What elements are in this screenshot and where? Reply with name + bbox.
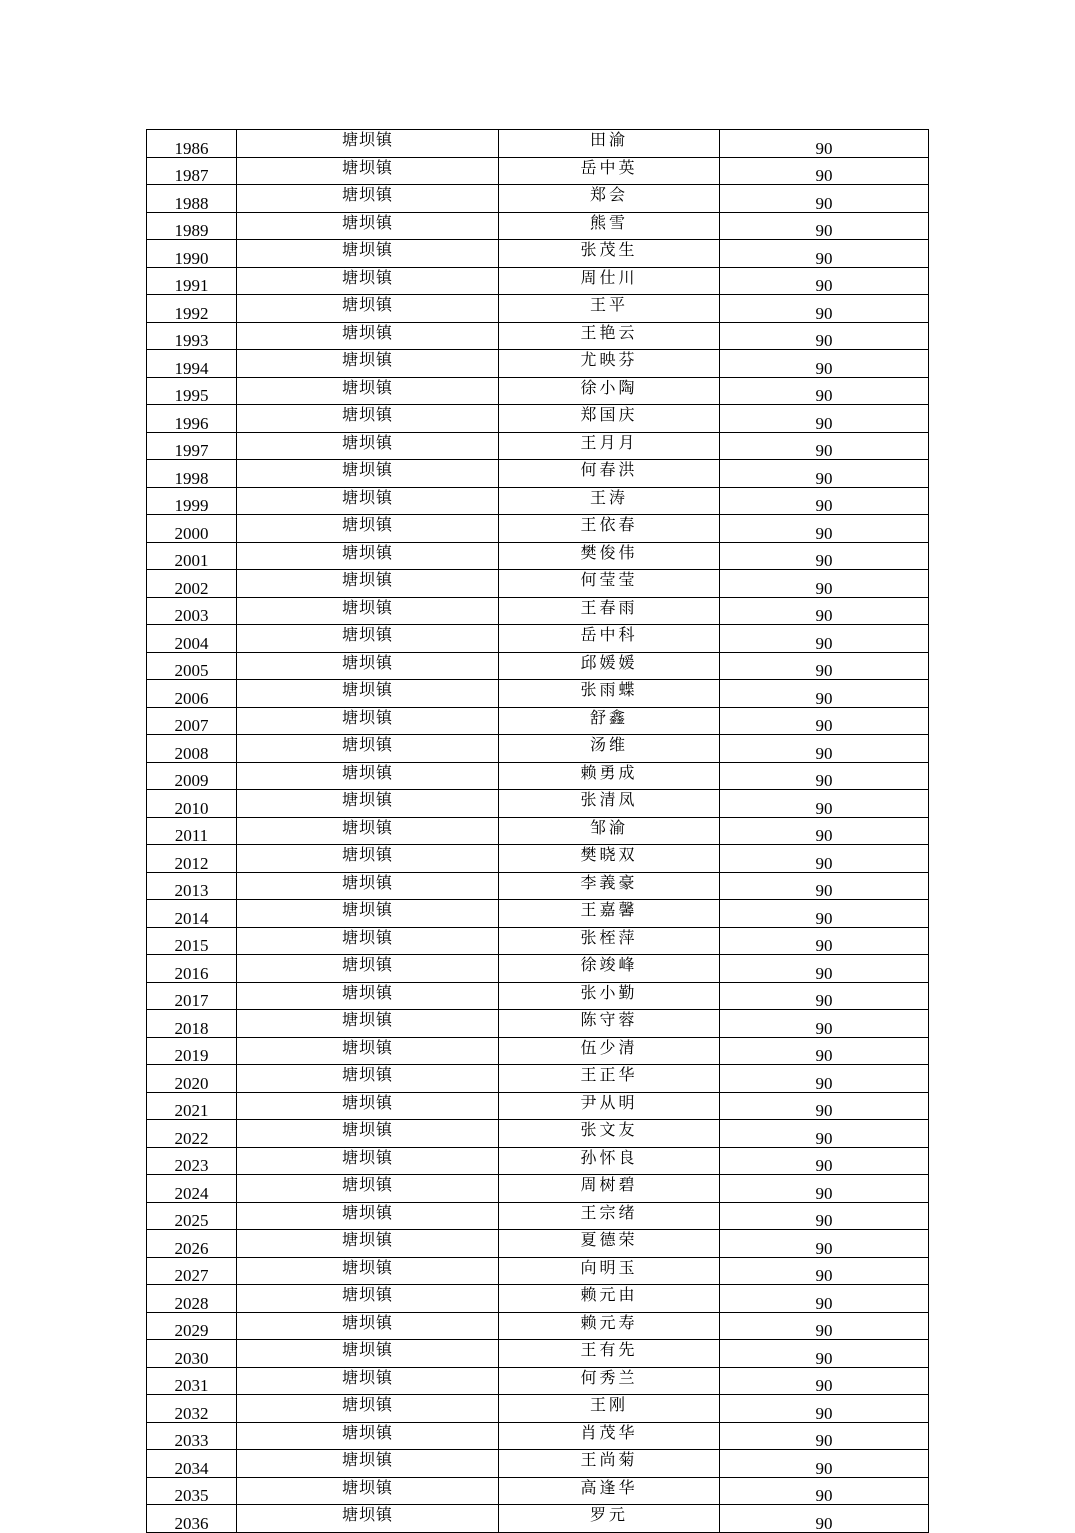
table-row <box>147 625 929 653</box>
person-name-cell: 张清凤 <box>499 790 720 818</box>
person-name-cell: 赖元由 <box>499 1285 720 1313</box>
amount-cell: 90 <box>720 762 929 790</box>
person-name-cell: 李義豪 <box>499 872 720 900</box>
row-number-cell: 2009 <box>147 762 237 790</box>
table-row <box>147 1175 929 1203</box>
row-number-cell: 1989 <box>147 212 237 240</box>
amount-cell: 90 <box>720 845 929 873</box>
amount-cell: 90 <box>720 1477 929 1505</box>
table-row <box>147 1037 929 1065</box>
town-cell: 塘坝镇 <box>237 1505 499 1533</box>
person-name-cell: 赖元寿 <box>499 1312 720 1340</box>
town-cell: 塘坝镇 <box>237 845 499 873</box>
row-number-cell: 2017 <box>147 982 237 1010</box>
roster-table-body <box>147 130 929 1533</box>
row-number-cell: 2001 <box>147 542 237 570</box>
amount-cell: 90 <box>720 1037 929 1065</box>
person-name-cell: 张茂生 <box>499 240 720 268</box>
table-row <box>147 652 929 680</box>
row-number-cell: 2008 <box>147 735 237 763</box>
amount-cell: 90 <box>720 1230 929 1258</box>
table-row <box>147 570 929 598</box>
person-name-cell: 伍少清 <box>499 1037 720 1065</box>
table-row <box>147 597 929 625</box>
town-cell: 塘坝镇 <box>237 1395 499 1423</box>
person-name-cell: 张文友 <box>499 1120 720 1148</box>
amount-cell: 90 <box>720 900 929 928</box>
town-cell: 塘坝镇 <box>237 1257 499 1285</box>
person-name-cell: 肖茂华 <box>499 1422 720 1450</box>
person-name-cell: 田渝 <box>499 130 720 158</box>
town-cell: 塘坝镇 <box>237 405 499 433</box>
town-cell: 塘坝镇 <box>237 350 499 378</box>
town-cell: 塘坝镇 <box>237 1422 499 1450</box>
table-row <box>147 157 929 185</box>
table-row <box>147 130 929 158</box>
amount-cell: 90 <box>720 1092 929 1120</box>
row-number-cell: 2000 <box>147 515 237 543</box>
town-cell: 塘坝镇 <box>237 680 499 708</box>
row-number-cell: 1991 <box>147 267 237 295</box>
town-cell: 塘坝镇 <box>237 790 499 818</box>
town-cell: 塘坝镇 <box>237 570 499 598</box>
table-row <box>147 845 929 873</box>
row-number-cell: 1998 <box>147 460 237 488</box>
table-row <box>147 1257 929 1285</box>
table-row <box>147 817 929 845</box>
row-number-cell: 2004 <box>147 625 237 653</box>
table-row <box>147 1010 929 1038</box>
table-row <box>147 322 929 350</box>
amount-cell: 90 <box>720 872 929 900</box>
row-number-cell: 2032 <box>147 1395 237 1423</box>
town-cell: 塘坝镇 <box>237 1147 499 1175</box>
row-number-cell: 1996 <box>147 405 237 433</box>
town-cell: 塘坝镇 <box>237 157 499 185</box>
table-row <box>147 872 929 900</box>
amount-cell: 90 <box>720 1147 929 1175</box>
table-row <box>147 542 929 570</box>
town-cell: 塘坝镇 <box>237 1367 499 1395</box>
person-name-cell: 周仕川 <box>499 267 720 295</box>
person-name-cell: 王春雨 <box>499 597 720 625</box>
amount-cell: 90 <box>720 707 929 735</box>
amount-cell: 90 <box>720 680 929 708</box>
town-cell: 塘坝镇 <box>237 130 499 158</box>
person-name-cell: 王嘉馨 <box>499 900 720 928</box>
person-name-cell: 尤映芬 <box>499 350 720 378</box>
person-name-cell: 熊雪 <box>499 212 720 240</box>
row-number-cell: 1999 <box>147 487 237 515</box>
row-number-cell: 2033 <box>147 1422 237 1450</box>
person-name-cell: 孙怀良 <box>499 1147 720 1175</box>
amount-cell: 90 <box>720 955 929 983</box>
row-number-cell: 2022 <box>147 1120 237 1148</box>
town-cell: 塘坝镇 <box>237 1340 499 1368</box>
amount-cell: 90 <box>720 597 929 625</box>
roster-table-container <box>146 129 928 1533</box>
table-row <box>147 1422 929 1450</box>
row-number-cell: 2023 <box>147 1147 237 1175</box>
town-cell: 塘坝镇 <box>237 487 499 515</box>
amount-cell: 90 <box>720 1175 929 1203</box>
amount-cell: 90 <box>720 515 929 543</box>
table-row <box>147 487 929 515</box>
row-number-cell: 2030 <box>147 1340 237 1368</box>
town-cell: 塘坝镇 <box>237 762 499 790</box>
town-cell: 塘坝镇 <box>237 982 499 1010</box>
table-row <box>147 1340 929 1368</box>
table-row <box>147 295 929 323</box>
table-row <box>147 432 929 460</box>
town-cell: 塘坝镇 <box>237 185 499 213</box>
person-name-cell: 陈守蓉 <box>499 1010 720 1038</box>
amount-cell: 90 <box>720 1422 929 1450</box>
amount-cell: 90 <box>720 377 929 405</box>
person-name-cell: 王涛 <box>499 487 720 515</box>
amount-cell: 90 <box>720 185 929 213</box>
table-row <box>147 377 929 405</box>
table-row <box>147 240 929 268</box>
town-cell: 塘坝镇 <box>237 1312 499 1340</box>
person-name-cell: 邹渝 <box>499 817 720 845</box>
town-cell: 塘坝镇 <box>237 542 499 570</box>
amount-cell: 90 <box>720 350 929 378</box>
amount-cell: 90 <box>720 267 929 295</box>
row-number-cell: 2002 <box>147 570 237 598</box>
amount-cell: 90 <box>720 790 929 818</box>
row-number-cell: 2018 <box>147 1010 237 1038</box>
table-row <box>147 1312 929 1340</box>
town-cell: 塘坝镇 <box>237 322 499 350</box>
row-number-cell: 2005 <box>147 652 237 680</box>
amount-cell: 90 <box>720 432 929 460</box>
person-name-cell: 王正华 <box>499 1065 720 1093</box>
amount-cell: 90 <box>720 735 929 763</box>
row-number-cell: 2019 <box>147 1037 237 1065</box>
table-row <box>147 515 929 543</box>
row-number-cell: 2006 <box>147 680 237 708</box>
town-cell: 塘坝镇 <box>237 1477 499 1505</box>
table-row <box>147 1230 929 1258</box>
row-number-cell: 1986 <box>147 130 237 158</box>
amount-cell: 90 <box>720 460 929 488</box>
person-name-cell: 郑会 <box>499 185 720 213</box>
table-row <box>147 680 929 708</box>
row-number-cell: 2011 <box>147 817 237 845</box>
table-row <box>147 982 929 1010</box>
row-number-cell: 2007 <box>147 707 237 735</box>
table-row <box>147 1395 929 1423</box>
table-row <box>147 185 929 213</box>
town-cell: 塘坝镇 <box>237 1065 499 1093</box>
amount-cell: 90 <box>720 240 929 268</box>
person-name-cell: 张桎萍 <box>499 927 720 955</box>
row-number-cell: 2035 <box>147 1477 237 1505</box>
person-name-cell: 尹从明 <box>499 1092 720 1120</box>
row-number-cell: 2036 <box>147 1505 237 1533</box>
town-cell: 塘坝镇 <box>237 1230 499 1258</box>
amount-cell: 90 <box>720 817 929 845</box>
person-name-cell: 夏德荣 <box>499 1230 720 1258</box>
person-name-cell: 王依春 <box>499 515 720 543</box>
row-number-cell: 1994 <box>147 350 237 378</box>
person-name-cell: 赖勇成 <box>499 762 720 790</box>
town-cell: 塘坝镇 <box>237 240 499 268</box>
town-cell: 塘坝镇 <box>237 1175 499 1203</box>
person-name-cell: 何莹莹 <box>499 570 720 598</box>
town-cell: 塘坝镇 <box>237 1037 499 1065</box>
person-name-cell: 张雨蝶 <box>499 680 720 708</box>
town-cell: 塘坝镇 <box>237 927 499 955</box>
row-number-cell: 2026 <box>147 1230 237 1258</box>
person-name-cell: 徐小陶 <box>499 377 720 405</box>
table-row <box>147 350 929 378</box>
table-row <box>147 267 929 295</box>
person-name-cell: 舒鑫 <box>499 707 720 735</box>
person-name-cell: 樊晓双 <box>499 845 720 873</box>
person-name-cell: 王平 <box>499 295 720 323</box>
table-row <box>147 212 929 240</box>
amount-cell: 90 <box>720 1257 929 1285</box>
person-name-cell: 王刚 <box>499 1395 720 1423</box>
row-number-cell: 1987 <box>147 157 237 185</box>
person-name-cell: 邱媛媛 <box>499 652 720 680</box>
table-row <box>147 460 929 488</box>
row-number-cell: 1993 <box>147 322 237 350</box>
row-number-cell: 2014 <box>147 900 237 928</box>
town-cell: 塘坝镇 <box>237 1120 499 1148</box>
town-cell: 塘坝镇 <box>237 625 499 653</box>
person-name-cell: 汤维 <box>499 735 720 763</box>
town-cell: 塘坝镇 <box>237 460 499 488</box>
row-number-cell: 2016 <box>147 955 237 983</box>
row-number-cell: 2003 <box>147 597 237 625</box>
row-number-cell: 2015 <box>147 927 237 955</box>
table-row <box>147 1367 929 1395</box>
person-name-cell: 王月月 <box>499 432 720 460</box>
amount-cell: 90 <box>720 1202 929 1230</box>
person-name-cell: 岳中英 <box>499 157 720 185</box>
amount-cell: 90 <box>720 295 929 323</box>
table-row <box>147 707 929 735</box>
person-name-cell: 何春洪 <box>499 460 720 488</box>
person-name-cell: 王艳云 <box>499 322 720 350</box>
row-number-cell: 2027 <box>147 1257 237 1285</box>
row-number-cell: 1988 <box>147 185 237 213</box>
person-name-cell: 王尚菊 <box>499 1450 720 1478</box>
roster-table <box>146 129 929 1533</box>
row-number-cell: 2029 <box>147 1312 237 1340</box>
amount-cell: 90 <box>720 1395 929 1423</box>
amount-cell: 90 <box>720 1010 929 1038</box>
town-cell: 塘坝镇 <box>237 1285 499 1313</box>
person-name-cell: 岳中科 <box>499 625 720 653</box>
table-row <box>147 762 929 790</box>
table-row <box>147 900 929 928</box>
amount-cell: 90 <box>720 542 929 570</box>
town-cell: 塘坝镇 <box>237 212 499 240</box>
town-cell: 塘坝镇 <box>237 515 499 543</box>
amount-cell: 90 <box>720 652 929 680</box>
table-row <box>147 1065 929 1093</box>
town-cell: 塘坝镇 <box>237 652 499 680</box>
town-cell: 塘坝镇 <box>237 295 499 323</box>
person-name-cell: 张小勤 <box>499 982 720 1010</box>
town-cell: 塘坝镇 <box>237 900 499 928</box>
amount-cell: 90 <box>720 1505 929 1533</box>
table-row <box>147 735 929 763</box>
person-name-cell: 何秀兰 <box>499 1367 720 1395</box>
person-name-cell: 罗元 <box>499 1505 720 1533</box>
row-number-cell: 2010 <box>147 790 237 818</box>
table-row <box>147 927 929 955</box>
row-number-cell: 2028 <box>147 1285 237 1313</box>
table-row <box>147 1147 929 1175</box>
town-cell: 塘坝镇 <box>237 817 499 845</box>
person-name-cell: 王宗绪 <box>499 1202 720 1230</box>
amount-cell: 90 <box>720 157 929 185</box>
table-row <box>147 790 929 818</box>
row-number-cell: 2013 <box>147 872 237 900</box>
row-number-cell: 2021 <box>147 1092 237 1120</box>
amount-cell: 90 <box>720 322 929 350</box>
amount-cell: 90 <box>720 1450 929 1478</box>
table-row <box>147 1450 929 1478</box>
table-row <box>147 1120 929 1148</box>
row-number-cell: 2034 <box>147 1450 237 1478</box>
person-name-cell: 向明玉 <box>499 1257 720 1285</box>
town-cell: 塘坝镇 <box>237 735 499 763</box>
table-row <box>147 955 929 983</box>
person-name-cell: 郑国庆 <box>499 405 720 433</box>
town-cell: 塘坝镇 <box>237 1450 499 1478</box>
town-cell: 塘坝镇 <box>237 432 499 460</box>
row-number-cell: 2031 <box>147 1367 237 1395</box>
town-cell: 塘坝镇 <box>237 872 499 900</box>
person-name-cell: 樊俊伟 <box>499 542 720 570</box>
row-number-cell: 1995 <box>147 377 237 405</box>
amount-cell: 90 <box>720 625 929 653</box>
table-row <box>147 1202 929 1230</box>
town-cell: 塘坝镇 <box>237 707 499 735</box>
table-row <box>147 1505 929 1533</box>
amount-cell: 90 <box>720 982 929 1010</box>
amount-cell: 90 <box>720 405 929 433</box>
town-cell: 塘坝镇 <box>237 1092 499 1120</box>
amount-cell: 90 <box>720 130 929 158</box>
amount-cell: 90 <box>720 570 929 598</box>
person-name-cell: 王有先 <box>499 1340 720 1368</box>
person-name-cell: 徐竣峰 <box>499 955 720 983</box>
town-cell: 塘坝镇 <box>237 597 499 625</box>
row-number-cell: 1992 <box>147 295 237 323</box>
table-row <box>147 1285 929 1313</box>
row-number-cell: 1997 <box>147 432 237 460</box>
table-row <box>147 405 929 433</box>
amount-cell: 90 <box>720 1312 929 1340</box>
amount-cell: 90 <box>720 1285 929 1313</box>
amount-cell: 90 <box>720 1120 929 1148</box>
table-row <box>147 1477 929 1505</box>
row-number-cell: 2020 <box>147 1065 237 1093</box>
row-number-cell: 1990 <box>147 240 237 268</box>
town-cell: 塘坝镇 <box>237 377 499 405</box>
row-number-cell: 2012 <box>147 845 237 873</box>
amount-cell: 90 <box>720 1340 929 1368</box>
row-number-cell: 2024 <box>147 1175 237 1203</box>
town-cell: 塘坝镇 <box>237 955 499 983</box>
amount-cell: 90 <box>720 487 929 515</box>
amount-cell: 90 <box>720 1065 929 1093</box>
town-cell: 塘坝镇 <box>237 1202 499 1230</box>
town-cell: 塘坝镇 <box>237 267 499 295</box>
row-number-cell: 2025 <box>147 1202 237 1230</box>
town-cell: 塘坝镇 <box>237 1010 499 1038</box>
person-name-cell: 高逢华 <box>499 1477 720 1505</box>
table-row <box>147 1092 929 1120</box>
amount-cell: 90 <box>720 1367 929 1395</box>
amount-cell: 90 <box>720 212 929 240</box>
amount-cell: 90 <box>720 927 929 955</box>
person-name-cell: 周树碧 <box>499 1175 720 1203</box>
